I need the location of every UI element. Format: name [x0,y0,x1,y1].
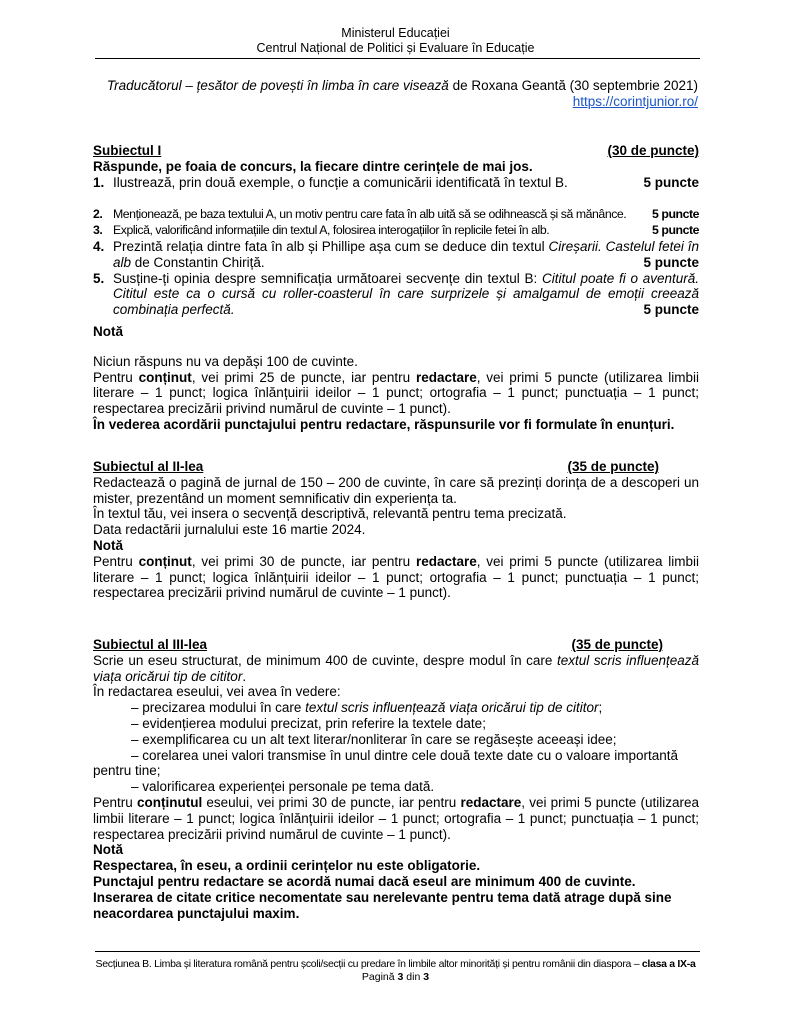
question-4-text: Prezintă relația dintre fata în alb și Phillipe așa cum se deduce din textul [113,238,549,254]
center-name: Centrul Național de Politici și Evaluare în Educație [256,41,535,55]
question-5-quote: Cititul poate fi o aventură. Cititul este ca o cursă cu roller-coasterul în care surprizele și amalgamul de emoții creează combinația perfectă. [113,270,699,318]
footer-section-info: Secțiunea B. Limba și literatura română pentru școli/secții cu predare în limbile altor minorități și pentru românii din diaspora – clasa a IX-a [95,958,696,970]
section-1-points: (30 de puncte) [607,143,699,158]
question-5-text: Susține-ți opinia despre semnificația următoarei secvențe din textul B: [113,270,542,286]
question-3: 3. 5 puncte Explică, valorificând informațiile din textul A, folosirea interogațiilor în replicile fetei în alb. [93,223,699,238]
section-1-intro: Răspunde, pe foaia de concurs, la fiecare dintre cerințele de mai jos. [93,158,533,174]
footer-divider [95,951,700,952]
section-3-heading [93,637,663,653]
section-3-guidance-intro: În redactarea eseului, vei avea în vedere: [93,684,341,700]
question-1-text: Ilustrează, prin două exemple, o funcție a comunicării identificată în textul B. [113,174,568,190]
question-3-text: Explică, valorificând informațiile din textul A, folosirea interogațiilor în replicile fetei în alb. [113,223,550,238]
question-4-work-title: Cireșarii. Castelul fetei în alb [113,238,699,270]
section-3-note-order: Respectarea, în eseu, a ordinii cerințelor nu este obligatorie. [93,858,481,874]
guidance-item-4-continued: pentru tine; [93,763,161,779]
source-link[interactable]: https://corintjunior.ro/ [572,94,698,109]
section-2-points: (35 de puncte) [567,459,659,474]
question-5: 5. Susține-ți opinia despre semnificația următoarei secvențe din textul B: Cititul poate fi o aventură. Cititul este ca o cursă cu roller-coasterul în care surprizele și amalgamul de emoții creează combinația perfectă. 5 puncte [93,270,699,318]
guidance-item-4: – corelarea unei valori transmise în unul dintre cele două texte date cu o valoare importantă [131,747,679,763]
page-indicator: Pagină 3 din 3 [361,971,430,983]
page-total: 3 [423,971,430,983]
section-2-title: Subiectul al II-lea [93,459,204,474]
section-1-note-sentences: În vederea acordării punctajului pentru redactare, răspunsurile vor fi formulate în enunțuri. [93,416,675,432]
section-1-title: Subiectul I [93,143,162,158]
question-3-points: 5 puncte [652,223,699,238]
guidance-item-1: – precizarea modului în care textul scris influențează viața oricărui tip de cititor; [131,700,603,716]
section-3-note-min-words: Punctajul pentru redactare se acordă numai dacă eseul are minimum 400 de cuvinte. [93,873,636,889]
section-2 [93,459,699,601]
section-2-task: Redactează o pagină de jurnal de 150 – 200 de cuvinte, în care să prezinți dorința de a descoperi un mister, prezentând un moment semnificativ din experiența ta. [93,474,699,506]
guidance-item-3: – exemplificarea cu un alt text literar/nonliterar în care se regăsește aceeași idee; [131,731,617,747]
question-2-text: Menționează, pe baza textului A, un motiv pentru care fata în alb uită să se odihnească și să mănânce. [113,207,627,222]
question-4: 4. Prezintă relația dintre fata în alb și Phillipe așa cum se deduce din textul Cireșarii. Castelul fetei în alb de Constantin Chiriță. 5 puncte [93,238,699,270]
header [0,26,791,56]
section-3-task: Scrie un eseu structurat, de minimum 400 de cuvinte, despre modul în care textul scris influențează viața oricărui tip de cititor. [93,652,699,684]
source-title: Traducătorul – țesător de povești în limba în care visează [106,78,449,93]
section-1 [93,143,699,433]
section-2-heading [93,459,659,475]
page-number: 3 [397,971,404,983]
section-3-note-title: Notă [93,842,123,858]
section-3 [93,637,699,921]
section-3-title: Subiectul al III-lea [93,637,208,652]
section-2-note-title: Notă [93,537,123,553]
section-2-note-scoring: Pentru conținut, vei primi 30 de puncte, iar pentru redactare, vei primi 5 puncte (utilizarea limbii literare – 1 punct; logica înlănțuirii ideilor – 1 punct; ortografia – 1 punct; punctuația – 1 punct; respectarea precizării privind numărul de cuvinte – 1 punct). [93,553,700,601]
section-3-points: (35 de puncte) [571,637,663,652]
question-4-points: 5 puncte [643,254,699,270]
section-2-requirement: În textul tău, vei insera o secvență descriptivă, relevantă pentru tema precizată. [93,506,567,522]
section-1-note-word-limit: Niciun răspuns nu va depăși 100 de cuvinte. [93,353,358,369]
section-3-scoring: Pentru conținutul eseului, vei primi 30 de puncte, iar pentru redactare, vei primi 5 puncte (utilizarea limbii literare – 1 punct; logica înlănțuirii ideilor – 1 punct; ortografia – 1 punct; punctuația – 1 punct; respectarea precizării privind numărul de cuvinte – 1 punct). [93,794,700,842]
footer [0,958,791,984]
guidance-item-5: – valorificarea experienței personale pe tema dată. [131,779,435,795]
section-1-heading [93,143,699,159]
section-2-date: Data redactării jurnalului este 16 martie 2024. [93,522,366,538]
question-2: 2. 5 puncte Menționează, pe baza textului A, un motiv pentru care fata în alb uită să se odihnească și să mănânce. [93,207,699,222]
ministry-name: Ministerul Educației [341,26,450,40]
section-3-note-quotes: Inserarea de citate critice necomentate sau nerelevante pentru tema dată atrage după sine neacordarea punctajului maxim. [93,889,672,921]
source-author-date: de Roxana Geantă (30 septembrie 2021) [448,78,698,93]
guidance-item-2: – evidențierea modului precizat, prin referire la textele date; [131,715,486,731]
question-2-points: 5 puncte [652,207,699,222]
section-1-note-title: Notă [93,323,123,339]
section-1-note-scoring: Pentru conținut, vei primi 25 de puncte, iar pentru redactare, vei primi 5 puncte (utilizarea limbii literare – 1 punct; logica înlănțuirii ideilor – 1 punct; ortografia – 1 punct; punctuația – 1 punct; respectarea precizării privind numărul de cuvinte – 1 punct). [93,369,700,417]
question-1: 1. 5 puncte Ilustrează, prin două exemple, o funcție a comunicării identificată în textul B. [93,174,699,190]
footer-grade: clasa a IX-a [641,958,696,970]
question-1-points: 5 puncte [643,174,699,190]
header-divider [95,58,700,59]
question-5-points: 5 puncte [643,302,699,318]
source-citation [98,78,698,110]
